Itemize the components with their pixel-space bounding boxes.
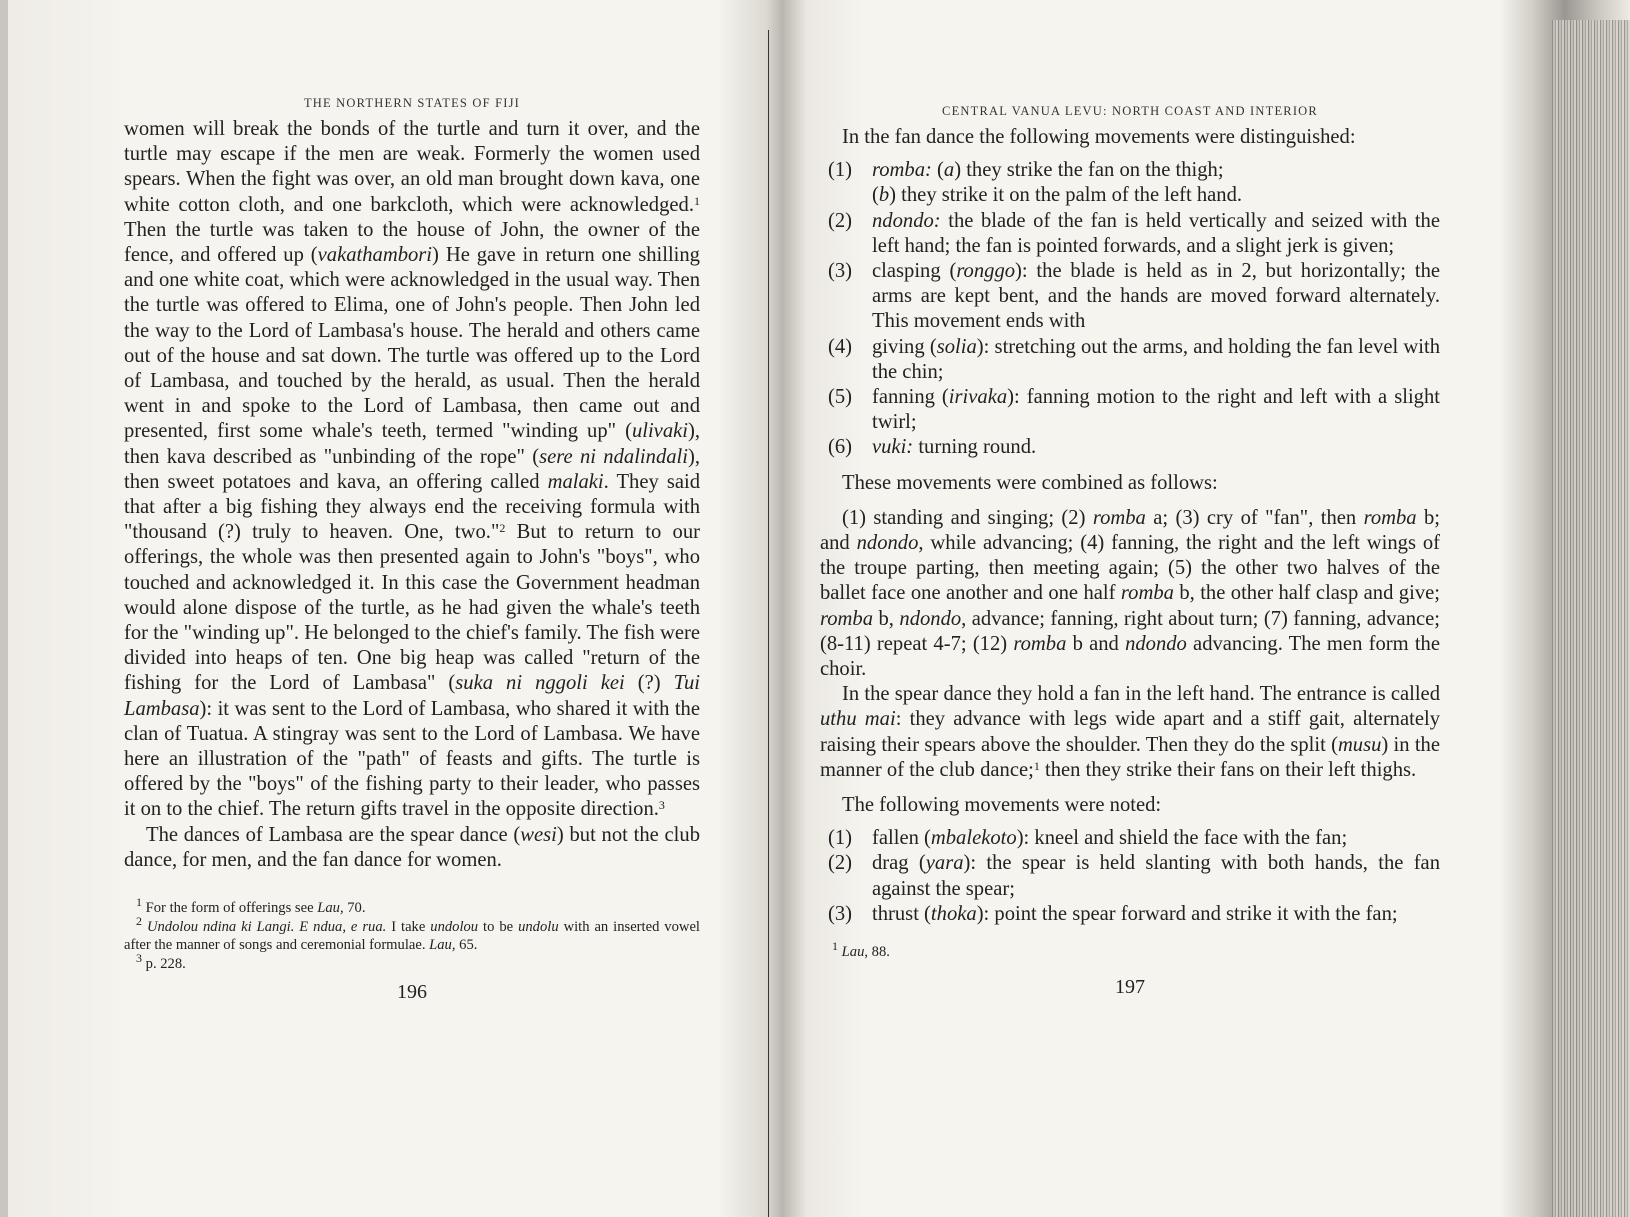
movement-item: [820, 209, 1440, 259]
footnote-marker: 1: [832, 939, 838, 954]
right-page: [820, 104, 1440, 999]
italic-term: romba: [1013, 632, 1067, 655]
page-number-left: 196: [397, 981, 427, 1004]
movement-number: (2): [828, 209, 853, 232]
italic-term: Lau: [841, 944, 865, 961]
italic-term: Undolou ndina ki Langi. E ndua, e rua.: [146, 918, 387, 935]
footnote-2: $^2$ Undolou ndina ki Langi. E ndua, e rua. I take undolou to be undolu with an inserted vowel after the manner of songs and ceremonial formulae. Lau, 65.: [124, 913, 700, 954]
footnote-1: $^1$ Lau, 88.: [832, 939, 890, 961]
book-spine: [768, 30, 769, 1217]
movement-item: [820, 385, 1440, 435]
footnote-marker: 2: [136, 913, 142, 928]
movement-text: clasping (ronggo): the blade is held as in 2, but horizontally; the arms are kept bent, and the hands are moved forward alternately. This movement ends with: [872, 260, 1441, 333]
movement-item: [820, 826, 1440, 851]
movement-text: vuki: turning round.: [872, 436, 1037, 459]
italic-term: romba: [1092, 506, 1146, 529]
movement-item: [820, 435, 1440, 460]
italic-term: Lau: [317, 900, 340, 917]
movement-text: ndondo: the blade of the fan is held vertically and seized with the left hand; the fan is pointed forwards, and a slight jerk is given;: [872, 209, 1440, 257]
italic-term: ndondo: [1125, 632, 1187, 655]
page-edges-right: [1552, 20, 1630, 1217]
footnote-marker: 3: [658, 798, 665, 813]
combined-heading: These movements were combined as follows:: [842, 471, 1218, 494]
italic-term: sere ni ndalindali: [539, 445, 688, 468]
movement-text: thrust (thoka): point the spear forward and strike it with the fan;: [872, 902, 1398, 925]
italic-term: uthu mai: [820, 708, 896, 731]
combined-paragraph: (1) standing and singing; (2) romba a; (3) cry of "fan", then romba b; and ndondo, while advancing; (4) fanning, the right and the left wings of the troupe parting, then meeting again; (5) the other two halves of the ballet face one another and one half romba b, the other half clasp and give; romba b, ndondo, advance; fanning, right about turn; (7) fanning, advance; (8-11) repeat 4-7; (12) romba b and ndondo advancing. The men form the choir.: [820, 506, 1441, 681]
movement-number: (2): [828, 852, 853, 875]
movement-item: [820, 259, 1440, 335]
movement-number: (4): [828, 335, 853, 358]
italic-term: ndondo: [856, 532, 919, 555]
footnote-marker: 1: [136, 895, 142, 910]
left-page: [124, 96, 700, 1004]
movement-text: fallen (mbalekoto): kneel and shield the face with the fan;: [872, 827, 1348, 850]
italic-term: musu: [1337, 733, 1382, 756]
movement-number: (6): [828, 436, 853, 459]
movement-text: drag (yara): the spear is held slanting with both hands, the fan against the spear;: [872, 852, 1440, 900]
page-edge-left: [0, 0, 8, 1217]
footnote-3: $^3$ p. 228.: [136, 950, 186, 972]
italic-term: romba: [1120, 582, 1174, 605]
movement-item: [820, 158, 1440, 208]
movement-subitem: (b) they strike it on the palm of the left hand.: [872, 184, 1243, 207]
footnote-marker: 2: [499, 521, 506, 536]
movement-text: giving (solia): stretching out the arms, and holding the fan level with the chin;: [872, 335, 1440, 383]
italic-term: vakathambori: [317, 244, 433, 267]
footnote-marker: 1: [1033, 758, 1040, 773]
footnote-marker: 3: [136, 950, 142, 965]
italic-term: Tui Lambasa: [124, 672, 700, 720]
italic-term: wesi: [520, 823, 557, 846]
italic-term: malaki: [547, 470, 604, 493]
movement-item: [820, 335, 1440, 385]
spear-dance-paragraph: In the spear dance they hold a fan in the left hand. The entrance is called uthu mai: they advance with legs wide apart and a stiff gait, alternately raising their spears above the shoulder. Then they do the split (musu) in the manner of the club dance;$^1$ then they strike their fans on their left thighs.: [820, 683, 1441, 781]
italic-term: romba: [820, 607, 874, 630]
italic-term: romba: [1363, 506, 1417, 529]
movement-number: (3): [828, 260, 853, 283]
fan-movements-list: [820, 158, 1440, 460]
spear-heading: The following movements were noted:: [842, 794, 1162, 817]
footnote-1: $^1$ For the form of offerings see Lau, 70.: [136, 895, 366, 917]
spear-movements-list: [820, 826, 1440, 927]
paragraph: women will break the bonds of the turtle and turn it over, and the turtle may escape if the men are weak. Formerly the women used spears. When the fight was over, an old man brought down kava, one white cotton cloth, and one barkcloth, which were acknowledged.$^1$ Then the turtle was taken to the house of John, the owner of the fence, and offered up (vakathambori) He gave in return one shilling and one white coat, which were acknowledged in the usual way. Then the turtle was offered to Elima, one of John's people. Then John led the way to the Lord of Lambasa's house. The herald and others came out of the house and sat down. The turtle was offered up to the Lord of Lambasa, and touched by the herald, as usual. Then the herald went in and spoke to the Lord of Lambasa, then came out and presented, first some whale's teeth, termed "winding up" (ulivaki), then kava described as "unbinding of the rope" (sere ni ndalindali), then sweet potatoes and kava, an offering called malaki. They said that after a big fishing they always end the receiving formula with "thousand (?) truly to heaven. One, two."$^2$ But to return to our offerings, the whole was then presented again to John's "boys", who touched and acknowledged it. In this case the Government headman would alone dispose of the turtle, as he had given the whale's teeth for the "winding up". He belonged to the chief's family. The fish were divided into heaps of ten. One big heap was called "return of the fishing for the Lord of Lambasa" (suka ni nggoli kei (?) Tui Lambasa): it was sent to the Lord of Lambasa, who shared it with the clan of Tuatua. A stingray was sent to the Lord of Lambasa. We have here an illustration of the "path" of feasts and gifts. The turtle is offered by the "boys" of the fishing party to their leader, who passes it on to the chief. The return gifts travel in the opposite direction.$^3$: [124, 118, 700, 821]
movement-text: romba: (a) they strike the fan on the thigh;: [872, 159, 1224, 182]
running-head-right: CENTRAL VANUA LEVU: NORTH COAST AND INTERIOR: [942, 104, 1318, 118]
movement-item: [820, 902, 1440, 927]
movement-number: (5): [828, 386, 853, 409]
italic-term: ndondo: [899, 607, 962, 630]
page-number-right: 197: [1115, 975, 1145, 998]
movement-number: (3): [828, 902, 853, 925]
right-body: [820, 125, 1440, 927]
movement-number: (1): [828, 827, 853, 850]
footnote-marker: 1: [694, 193, 700, 208]
italic-term: undolou: [430, 918, 479, 935]
italic-term: undolu: [518, 918, 559, 935]
italic-term: ulivaki: [631, 420, 688, 443]
movement-number: (1): [828, 159, 853, 182]
running-head-left: THE NORTHERN STATES OF FIJI: [303, 96, 521, 110]
footnotes-right: [820, 939, 1440, 962]
movement-item: [820, 851, 1440, 901]
movement-text: fanning (irivaka): fanning motion to the right and left with a slight twirl;: [872, 386, 1440, 434]
italic-term: Lau: [429, 937, 452, 954]
footnotes-left: [124, 895, 700, 973]
paragraph-dances: The dances of Lambasa are the spear dance (wesi) but not the club dance, for men, and the fan dance for women.: [124, 823, 700, 871]
italic-term: suka ni nggoli kei: [455, 672, 625, 695]
fan-dance-intro: In the fan dance the following movements were distinguished:: [842, 126, 1356, 148]
left-body: [124, 117, 700, 873]
